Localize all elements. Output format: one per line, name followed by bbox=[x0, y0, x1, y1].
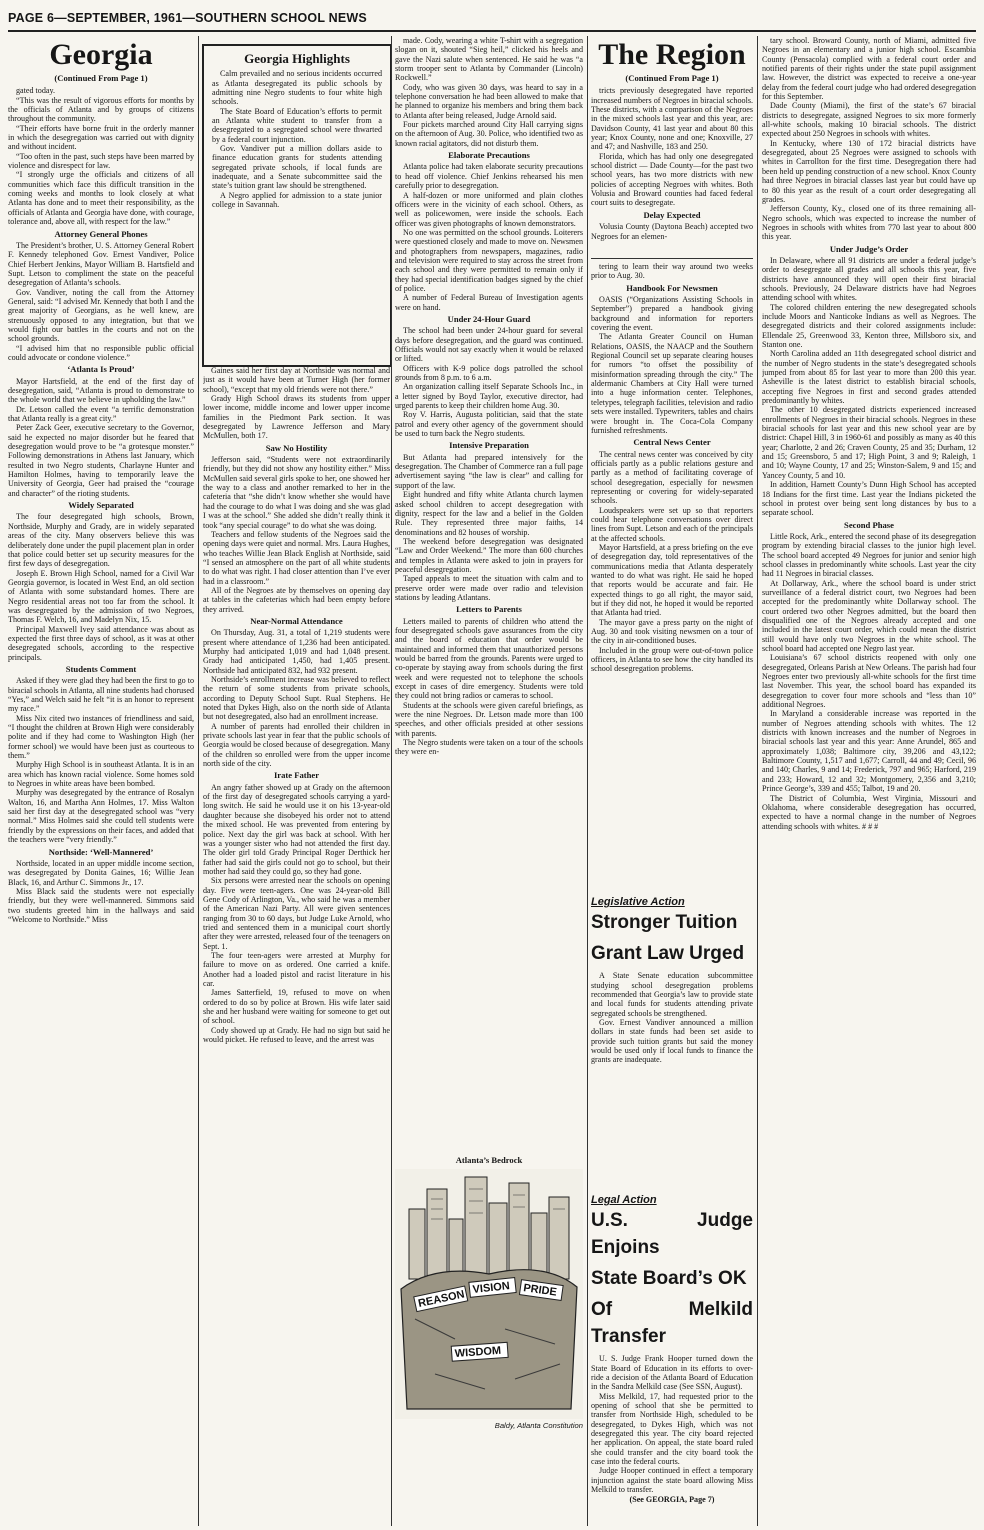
column-two bbox=[203, 366, 390, 1526]
paragraph: An organization calling itself Separate Schools Inc., in a letter signed by Boyd Taylor, executive director, had urged parents to keep their children home Aug. 30. bbox=[395, 382, 583, 411]
paragraph: The State Board of Education’s efforts to permit an Atlanta white student to transfer from a desegregated to a segregated school were thwarted by a federal court injunction. bbox=[212, 106, 382, 144]
legislative-head-1: Stronger Tuition bbox=[591, 912, 738, 934]
hostility-section bbox=[203, 455, 390, 614]
page-folio: PAGE 6—SEPTEMBER, 1961—SOUTHERN SCHOOL NEWS bbox=[8, 8, 976, 32]
paragraph: Roy V. Harris, Augusta politician, said that the state patrol and every other agency of the government should be used to turn back the Negro students. bbox=[395, 410, 583, 439]
sign-vision: VISION bbox=[472, 1280, 511, 1297]
paragraph: James Satterfield, 19, refused to move on when ordered to do so by police at Brown. His wife later said she and her husband were waiting for someone to get out of school. bbox=[203, 988, 390, 1026]
paragraph: OASIS (“Organizations Assisting Schools in September”) prepared a handbook giving background and information for reporters covering the event. bbox=[591, 295, 753, 333]
subhead-northside: Northside: ‘Well-Mannered’ bbox=[48, 846, 154, 857]
paragraph: Principal Maxwell Ivey said attendance was about as expected the first three days of school, as it was at other desegregated schools, according to the respective principals. bbox=[8, 624, 194, 662]
paragraph: No one was permitted on the school grounds. Loiterers were questioned closely and made to move on. Newsmen and photographers from newspapers, magazines, radio and television were required to stay across the street from each school and they were permitted to remain only if they had special identification badges signed by the chief of police. bbox=[395, 227, 583, 293]
legal-kicker: Legal Action bbox=[591, 1194, 657, 1206]
paragraph: A Negro applied for admission to a state junior college in Savannah. bbox=[212, 190, 382, 210]
subhead-hostility: Saw No Hostility bbox=[265, 442, 328, 453]
paragraph: Atlanta police had taken elaborate security precautions to head off violence. Chief Jenkins rehearsed his men carefully prior to desegregation. bbox=[395, 162, 583, 191]
guard-section bbox=[395, 326, 583, 438]
paragraph: The mayor gave a press party on the night of Aug. 30 and took visiting newsmen on a tour of the city in air-conditioned buses. bbox=[591, 617, 753, 646]
georgia-intro bbox=[8, 86, 194, 226]
highlights-body bbox=[212, 69, 382, 209]
region-intro bbox=[591, 86, 753, 207]
paragraph: Northside’s enrollment increase was believed to reflect the return of some students from private schools, according to Deputy School Supt. Rual Stephens. He noted that Dykes High, also on the north side of Atlanta but not desegregated, also had an enrollment increase. bbox=[203, 675, 390, 722]
paragraph: “This was the result of vigorous efforts for months by the officials of Atlanta and by groups of citizens throughout the community. bbox=[8, 95, 194, 124]
column-four bbox=[591, 262, 753, 882]
paragraph: A number of Federal Bureau of Investigation agents were on hand. bbox=[395, 293, 583, 312]
column-rule bbox=[757, 36, 758, 1526]
column-five bbox=[762, 36, 976, 1526]
students-section bbox=[8, 676, 194, 844]
col2-top bbox=[203, 366, 390, 441]
paragraph: Included in the group were out-of-town police officers, in Atlanta to see how the city handled its school desegregation problems. bbox=[591, 645, 753, 674]
paragraph: Taped appeals to meet the situation with calm and to preserve order were made over radio and television stations by leading Atlantans. bbox=[395, 574, 583, 602]
paragraph: All of the Negroes ate by themselves on opening day at tables in the cafeterias which had been empty before they arrived. bbox=[203, 585, 390, 614]
paragraph: Mayor Hartsfield, at a press briefing on the eve of desegregation day, told representatives of the communications media that Atlanta desperately wanted to do what was right. He said he hoped that reports would be accurate and fair. He expected things to go all right, the mayor said, but if they did not, he hoped it would be reported that Atlanta had tried. bbox=[591, 542, 753, 618]
paragraph: “Too often in the past, such steps have been marred by violence and disrespect for law. bbox=[8, 151, 194, 171]
paragraph: The President’s brother, U. S. Attorney General Robert F. Kennedy telephoned Gov. Ernest Vandiver, Police Chief Herbert Jenkins, Mayor William B. Hartsfield and Supt. Letson to compliment the state on the peaceful desegregation of Atlanta’s schools. bbox=[8, 240, 194, 288]
paragraph: tary school. Broward County, north of Miami, admitted five Negroes in an elementary and a junior high school. Escambia County (Pensacola) complied with a federal court order and notified parents of their rights under the state pupil assignment law. However, the district was expected to receive a one-year delay from the federal court judge who had ordered desegregation for this September. bbox=[762, 36, 976, 102]
paragraph: The school had been under 24-hour guard for several days before desegregation, and the guard was continued. Officials would not say exactly when it would be relaxed or lifted. bbox=[395, 326, 583, 364]
paragraph: Calm prevailed and no serious incidents occurred as Atlanta desegregated its public schools by admitting nine Negro students to four white high schools. bbox=[212, 69, 382, 107]
paragraph: tricts previously desegregated have reported increased numbers of Negroes in biracial schools. These districts, with a comparison of the Negroes in the mixed schools last year and this year, are: Davidson County, 41 last year and about 80 this year; Knox County, none and one; Knoxville, 27 and 47; and Nashville, 183 and 250. bbox=[591, 86, 753, 152]
paragraph: tering to learn their way around two weeks prior to Aug. 30. bbox=[591, 262, 753, 281]
legal-block bbox=[591, 1190, 753, 1524]
paragraph: “I strongly urge the officials and citizens of all communities which face this difficult transition in the coming weeks and months to look closely at what Atlanta has done and to meet their responsibility, as the officials of Atlanta and Georgia have done, with courage, tolerance and, above all, with respect for the law.” bbox=[8, 170, 194, 227]
paragraph: In Maryland a considerable increase was reported in the number of Negroes attending schools with whites. The 12 districts with known increases and the number of Negroes in biracial schools last year and this year: Anne Arundel, 865 and approximately 1,038; Baltimore city, 39,206 and 43,122; Baltimore County, 1,517 and 1,677; Carroll, 44 and 49; Cecil, 96 and 140; Charles, 9 and 14; Frederick, 797 and 965; Harford, 219 and 233; Howard, 12 and 32; Montgomery, 2,356 and 3,210; Prince George’s, 339 and 455; Talbot, 19 and 20. bbox=[762, 709, 976, 794]
paragraph: North Carolina added an 11th desegregated school district and the number of Negro students in the state’s desegregated schools jumped from about 85 for last year to more than 200 this year. Asheville is the latest district to establish biracial schools, accepting five Negroes in first and second grades attended predominantly by whites. bbox=[762, 349, 976, 406]
subhead-delay: Delay Expected bbox=[643, 209, 701, 220]
paragraph: U. S. Judge Frank Hooper turned down the State Board of Education in its efforts to over-ride a decision of the Atlanta Board of Education in the Sandra Melkild case (See SSN, August). bbox=[591, 1354, 753, 1392]
precautions-section bbox=[395, 162, 583, 312]
see-continuation: (See GEORGIA, Page 7) bbox=[629, 1494, 715, 1504]
paragraph: Cody showed up at Grady. He had no sign but said he would picket. He refused to leave, and the arrest was bbox=[203, 1025, 390, 1045]
paragraph: Dr. Letson called the event “a terrific demonstration that Atlanta really is a great city.” bbox=[8, 404, 194, 424]
paragraph: The Atlanta Greater Council on Human Relations, OASIS, the NAACP and the Southern Regional Council set up separate clearing houses for rumors “to offset the possibility of misinformation spreading through the city.” The aldermanic Chambers at City Hall were turned into a huge information center. Telephones, teletypes, telegraph facilities, television and radio sets were installed. Typewriters, tables and chairs were brought in. The Coca-Cola Company furnished refreshments. bbox=[591, 332, 753, 435]
georgia-headline: Georgia bbox=[49, 38, 153, 71]
col3-top bbox=[395, 36, 583, 148]
paragraph: Florida, which has had only one desegregated school district — Dade County—for the past two school years, has two more districts with new policies of accepting Negroes with whites. Both Volusia and Broward counties had faced federal court suits to desegregate. bbox=[591, 151, 753, 208]
cartoon-block bbox=[395, 1154, 583, 1524]
paragraph: Jefferson County, Ky., closed one of its three remaining all-Negro schools, which was expected to increase the number of Negroes in schools with whites from 770 last year to about 800 this year. bbox=[762, 204, 976, 242]
legislative-block bbox=[591, 892, 753, 1187]
paragraph: Peter Zack Geer, executive secretary to the Governor, said he expected no major disorder but he feared that desegregation would prove to be “a grotesque monster.” Following demonstrations in Athens last January, which resulted in two Negro students, Charlayne Hunter and Hamilton Holmes, having to temporarily leave the University of Georgia, Geer had praised the “courage and character” of the rioting students. bbox=[8, 423, 194, 498]
irate-section bbox=[203, 783, 390, 1045]
handbook-section bbox=[591, 295, 753, 435]
attendance-section bbox=[203, 628, 390, 768]
subhead-intensive: Intensive Preparation bbox=[449, 440, 529, 451]
paragraph: Six persons were arrested near the schools on opening day. Five were teen-agers. One was 24-year-old Bill Gene Cody of Arlington, Va., who said he was a member of the American Nazi Party. All were given sentences ranging from 30 to 60 days, but Judge Luke Arnold, who tried and sentenced them in a municipal court shortly after they were arrested, released four of the teenagers on Sept. 1. bbox=[203, 876, 390, 951]
sign-reason: REASON bbox=[417, 1288, 466, 1311]
paragraph: Asked if they were glad they had been the first to go to biracial schools in Atlanta, all nine students had chorused “Yes,” and Welch said he felt “it is an honor to represent my race.” bbox=[8, 676, 194, 714]
section-rule bbox=[591, 258, 753, 259]
attorney-section bbox=[8, 241, 194, 362]
paragraph: Gaines said her first day at Northside was normal and just as it would have been at Turner High (her former school), “except that my old friends were not there.” bbox=[203, 366, 390, 394]
paragraph: Northside, located in an upper middle income section, was desegregated by Donita Gaines, 16; Willie Jean Black, 16, and Arthur C. Simmons Jr., 17. bbox=[8, 858, 194, 887]
paragraph: Four pickets marched around City Hall carrying signs on the afternoon of Aug. 30. Police, who identified two as known racial agitators, did not disturb them. bbox=[395, 120, 583, 148]
column-rule bbox=[391, 36, 392, 1526]
subhead-precautions: Elaborate Precautions bbox=[448, 150, 530, 161]
paragraph: The District of Columbia, West Virginia, Missouri and Oklahoma, where considerable desegregation has occurred, expected to have a normal change in the number of Negroes attending schools with whites. # # # bbox=[762, 793, 976, 831]
georgia-highlights-box bbox=[202, 44, 392, 367]
paragraph: Mayor Hartsfield, at the end of the first day of desegregation, said, “Atlanta is proud to demonstrate to the whole world that we believe in upholding the law.” bbox=[8, 376, 194, 405]
paragraph: A State Senate education subcommittee studying school desegregation problems recommended that Georgia’s law to provide state and local funds for students attending private segregated schools be strengthened. bbox=[591, 971, 753, 1018]
column-rule bbox=[587, 36, 588, 1526]
paragraph: Eight hundred and fifty white Atlanta church laymen asked school children to accept desegregation with dignity, respect for the law and a belief in the Golden Rule. They represented three major faiths, 14 denominations and 82 houses of worship. bbox=[395, 490, 583, 537]
paragraph: Little Rock, Ark., entered the second phase of its desegregation program by extending biracial classes to the junior high level. The school board accepted 49 Negroes for junior and senior high school classes in predominantly white schools. Last year the city had 11 Negroes in biracial classes. bbox=[762, 531, 976, 579]
subhead-handbook: Handbook For Newsmen bbox=[626, 282, 718, 293]
news-center-section bbox=[591, 450, 753, 674]
region-continued: (Continued From Page 1) bbox=[625, 73, 719, 83]
paragraph: Grady High School draws its students from upper lower income, middle income and lower upper income families in the Piedmont Park section. It was desegregated by Lawrence Jefferson and Mary McMullen, both 17. bbox=[203, 394, 390, 441]
paragraph: In addition, Harnett County’s Dunn High School has accepted 18 Indians for the first time. Last year the Indians picketed the school in protest over being sent long distances by bus to a separate school. bbox=[762, 480, 976, 518]
paragraph: The four teen-agers were arrested at Murphy for failure to move on as ordered. One carried a knife. Another had a loaded pistol and racist literature in his car. bbox=[203, 950, 390, 988]
paragraph: Gov. Ernest Vandiver announced a million dollars in state funds had been set aside to provide such tuition grants but said the money would be used only if local funds to finance the grants are inadequate. bbox=[591, 1018, 753, 1065]
georgia-column bbox=[8, 36, 194, 1526]
column-three bbox=[395, 36, 583, 1076]
paragraph: The four desegregated high schools, Brown, Northside, Murphy and Grady, are in widely separated areas of the city. Many observers believe this was deliberately done under the pupil placement plan in order that police could better set up security measures for the first few days of desegregation. bbox=[8, 512, 194, 569]
paragraph: Murphy High School is in southeast Atlanta. It is in an area which has known racial violence. Some homes sold to Negroes in white areas have been bombed. bbox=[8, 760, 194, 789]
paragraph: Officers with K-9 police dogs patrolled the school grounds from 8 p.m. to 6 a.m. bbox=[395, 363, 583, 383]
subhead-proud: ‘Atlanta Is Proud’ bbox=[67, 364, 135, 375]
paragraph: The colored children entering the new desegregated schools include Moors and Nanticoke Indians as well as Negroes. The desegregated districts and their colored assignments include: Ellendale 25, Greenwood 33, Kenton three, Millsboro six, and Stanton one. bbox=[762, 302, 976, 349]
legal-head-2: State Board’s OK bbox=[591, 1268, 747, 1290]
paragraph: The central news center was conceived by city officials partly as a public relations gesture and partly as a method of facilitating coverage of school desegregation, especially for newsmen representing or covering for widely-separated schools. bbox=[591, 449, 753, 506]
georgia-continued: (Continued From Page 1) bbox=[54, 73, 148, 83]
paragraph: Jefferson said, “Students were not extraordinarily friendly, but they did not show any hostility either.” Miss McMullen said several girls spoke to her, one showed her the way to a class and another remarked to her in the cafeteria that “she didn’t know whether she would have had the courage to do what I was doing and she was glad I was at the school.” She added she didn’t really think it took “any special courage” to do what she was doing. bbox=[203, 455, 390, 530]
paragraph: Joseph E. Brown High School, named for a Civil War Georgia governor, is located in West End, an old section of Atlanta with some substandard homes. There are Negro residential areas not too far from the school. It was desegregated by the admission of two Negroes, Thomas F. Welch, 16, and Madelyn Nix, 15. bbox=[8, 568, 194, 625]
paragraph: The other 10 desegregated districts experienced increased enrollments of Negroes in their biracial schools. Negroes in these biracial schools for last year and this new school year are by district: Chapel Hill, 3 in 1960-61 and possibly as many as 40 this year; Charlotte, 2 and 26; Craven County, 25 and 35; Durham, 12 and 15; Greensboro, 5 and 17; High Point, 3 and 9; Raleigh, 1 and 10; Wayne County, 17 and 25; Winston-Salem, 9 and 15; and Yancey County, 5 and 10. bbox=[762, 405, 976, 480]
paragraph: Loudspeakers were set up so that reporters could hear telephone conversations over direct lines from Supt. Letson and each of the principals at the affected schools. bbox=[591, 505, 753, 543]
sign-wisdom: WISDOM bbox=[454, 1345, 502, 1361]
subhead-letters: Letters to Parents bbox=[456, 604, 522, 615]
cartoon-title: Atlanta’s Bedrock bbox=[455, 1155, 523, 1165]
cartoon-credit: Baldy, Atlanta Constitution bbox=[494, 1421, 583, 1431]
paragraph: Louisiana’s 67 school districts reopened with only one desegregated, Orleans Parish at New Orleans. The parish had four Negroes enter two previously all-white schools for the first time last November. This year, the school board has expanded its desegregation to cover four more schools and “less than 10” additional Negroes. bbox=[762, 653, 976, 710]
paragraph: Miss Melkild, 17, had requested prior to the opening of school that she be permitted to transfer from Northside High, scheduled to be desegregated, to Dykes High, which was not desegregated this year. The city board rejected her application. On appeal, the state board ruled she could transfer and the city board took the case into the federal courts. bbox=[591, 1391, 753, 1467]
subhead-news-center: Central News Center bbox=[633, 437, 711, 448]
col4b-top bbox=[591, 262, 753, 281]
paragraph: Gov. Vandiver put a million dollars aside to finance education grants for students attending segregated private schools, if local funds are inadequate, and a Senate subcommittee said the state’s tuition grant law should be strengthened. bbox=[212, 144, 382, 191]
highlights-title: Georgia Highlights bbox=[244, 51, 350, 66]
paragraph: Dade County (Miami), the first of the state’s 67 biracial districts to desegregate, assigned Negroes to six more formerly all-white schools, making 10 biracial schools. The district expected about 250 Negroes in schools with whites. bbox=[762, 101, 976, 139]
paragraph: “Their efforts have borne fruit in the orderly manner in which the desegregation was carried out with dignity and without incident. bbox=[8, 123, 194, 152]
region-headline: The Region bbox=[598, 38, 746, 71]
widely-section bbox=[8, 512, 194, 662]
legislative-body bbox=[591, 971, 753, 1064]
subhead-irate: Irate Father bbox=[273, 770, 320, 781]
paragraph: made. Cody, wearing a white T-shirt with a segregation slogan on it, shouted “Sieg heil,” clicked his heels and gave the Nazi salute when sentenced. He said he was “a storm trooper sent to Atlanta by Commander (Lincoln) Rockwell.” bbox=[395, 36, 583, 83]
paragraph: Volusia County (Daytona Beach) accepted two Negroes for an elemen- bbox=[591, 222, 753, 241]
paragraph: An angry father showed up at Grady on the afternoon of the first day of desegregated schools carrying a yard-long switch. He said he would use it on his 13-year-old daughter because she disobeyed his order not to attend the mixed school. He was prevented from entering by police. Next day the girl was back at school. With her was a younger sister who had not attended the first day. The older girl told Grady Principal Roger Derthick her father had said the girls could not go to school, but their mother had said they could go, so they had gone. bbox=[203, 782, 390, 876]
paragraph: Letters mailed to parents of children who attend the four desegregated schools gave assurances from the city and the board of education that order would be maintained and informed them that unauthorized persons would be barred from the grounds. Parents were urged to co-operate by staying away from schools during the first week and were requested not to telephone the schools except in cases of dire emergency. Students were told they could not bring radios or cameras to school. bbox=[395, 616, 583, 701]
paragraph: The Negro students were taken on a tour of the schools they were en- bbox=[395, 738, 583, 757]
proud-section bbox=[8, 377, 194, 498]
paragraph: Murphy was desegregated by the entrance of Rosalyn Walton, 16, and Martha Ann Holmes, 17. Miss Walton said her first day at the desegregated school was “very normal.” Miss Holmes said she could tell students were friendly by the expressions on their faces, and added that the teachers were “very friendly.” bbox=[8, 788, 194, 845]
paragraph: At Dollarway, Ark., where the school board is under strict surveillance of a federal district court, two Negroes had been accepted for the predominantly white Dollarway school. The court ordered two other Negroes admitted, but the board then disqualified one of the Negroes already accepted and one included in the latest court order, which could mean the district still would have only two Negroes in the white school. The school board had accepted one Negro last year. bbox=[762, 578, 976, 653]
cartoon-illustration bbox=[395, 1169, 583, 1419]
paragraph: The weekend before desegregation was designated “Law and Order Weekend.” The more than 600 churches and temples in Atlanta were asked to join in prayers for peaceful desegregation. bbox=[395, 536, 583, 574]
paragraph: Students at the schools were given careful briefings, as were the nine Negroes. Dr. Letson made more than 100 speeches, and other officials presided at other sessions with parents. bbox=[395, 700, 583, 738]
paragraph: Cody, who was given 30 days, was heard to say in a telephone conversation he had been allowed to make that he planned to organize his members and bring them back to Atlanta after being released, Judge Arnold said. bbox=[395, 82, 583, 120]
subhead-second-phase: Second Phase bbox=[844, 519, 894, 530]
letters-section bbox=[395, 617, 583, 757]
subhead-guard: Under 24-Hour Guard bbox=[447, 313, 531, 324]
legal-head-1: U.S. Judge Enjoins bbox=[591, 1210, 753, 1259]
paragraph: Miss Nix cited two instances of friendliness and said, “I thought the children at Brown High were considerably polite and if they had come to Washington High (her former school) we would have been just as courteous to them.” bbox=[8, 713, 194, 761]
subhead-widely: Widely Separated bbox=[68, 500, 134, 511]
subhead-students: Students Comment bbox=[65, 663, 137, 674]
paragraph: Miss Black said the students were not especially friendly, but they were well-mannered. Simmons said two students greeted him in the hallways and said “Welcome to Northside.” Miss bbox=[8, 886, 194, 924]
legal-head-3: Of Melkild Transfer bbox=[591, 1299, 753, 1348]
subhead-attorney: Attorney General Phones bbox=[54, 228, 148, 239]
sign-pride: PRIDE bbox=[522, 1282, 558, 1299]
subhead-judge: Under Judge’s Order bbox=[829, 243, 909, 254]
paragraph: “I advised him that no responsible public official could advocate or condone violence.” bbox=[8, 343, 194, 362]
paragraph: Gov. Vandiver, noting the call from the Attorney General, said: “I advised Mr. Kennedy that both I and the great majority of Georgians, as he well knew, are strenuously opposed to any integration, but that we would fight our battles in the courts and not on the school grounds. bbox=[8, 287, 194, 344]
paragraph: A half-dozen or more uniformed and plain clothes officers were in the vicinity of each school. Others, as well as policewomen, were inside the schools. Each officer was given photographs of known demonstrators. bbox=[395, 190, 583, 228]
paragraph: gated today. bbox=[16, 86, 56, 96]
paragraph: In Delaware, where all 91 districts are under a federal judge’s order to desegregate all grades and all schools this year, five districts have announced they will open their first biracial schools. Previously, 24 Delaware districts have had Negroes attending school with whites. bbox=[762, 255, 976, 303]
northside-section bbox=[8, 859, 194, 924]
legislative-kicker: Legislative Action bbox=[591, 896, 685, 908]
intensive-section bbox=[395, 453, 583, 603]
delay-section bbox=[591, 222, 753, 241]
judge-section bbox=[762, 256, 976, 518]
paragraph: A number of parents had enrolled their children in private schools last year in fear that the public schools of Georgia would be closed because of desegregation. Many of the children so enrolled were from the upper income north side of the city. bbox=[203, 721, 390, 769]
paragraph: Teachers and fellow students of the Negroes said the opening days were quiet and normal. Mrs. Laura Hughes, who teaches Willie Jean Black English at Northside, said “I sensed an atmosphere on the part of all white students to do what was right. I had closer attention than I’ve ever had in a classroom.” bbox=[203, 529, 390, 586]
paragraph: In Kentucky, where 130 of 172 biracial districts have desegregated, about 25 Negroes were assigned to schools with whites in Carrollton for the first time. Desegregation there had been held up pending construction of a new school. Knox County had three Negroes in biracial classes last year but could have up to 80 this year as the result of a court order desegregating all grades. bbox=[762, 138, 976, 204]
paragraph: Judge Hooper continued in effect a temporary injunction against the state board allowing Miss Melkild to transfer. bbox=[591, 1466, 753, 1495]
legal-body bbox=[591, 1354, 753, 1494]
paragraph: But Atlanta had prepared intensively for the desegregation. The Chamber of Commerce ran a full page advertisement saying “the law is clear” and calling for support of the law. bbox=[395, 452, 583, 490]
paragraph: On Thursday, Aug. 31, a total of 1,219 students were present where attendance of 1,236 had been anticipated. Murphy had anticipated 1,019 and had 1,048 present. Grady had anticipated 1,450, had 1,405 present. Northside had anticipated 832, had 932 present. bbox=[203, 628, 390, 675]
legislative-head-2: Grant Law Urged bbox=[591, 943, 745, 965]
subhead-attendance: Near-Normal Attendance bbox=[250, 615, 343, 626]
second-phase-section bbox=[762, 532, 976, 831]
col5-top bbox=[762, 36, 976, 242]
column-rule bbox=[198, 36, 199, 1526]
